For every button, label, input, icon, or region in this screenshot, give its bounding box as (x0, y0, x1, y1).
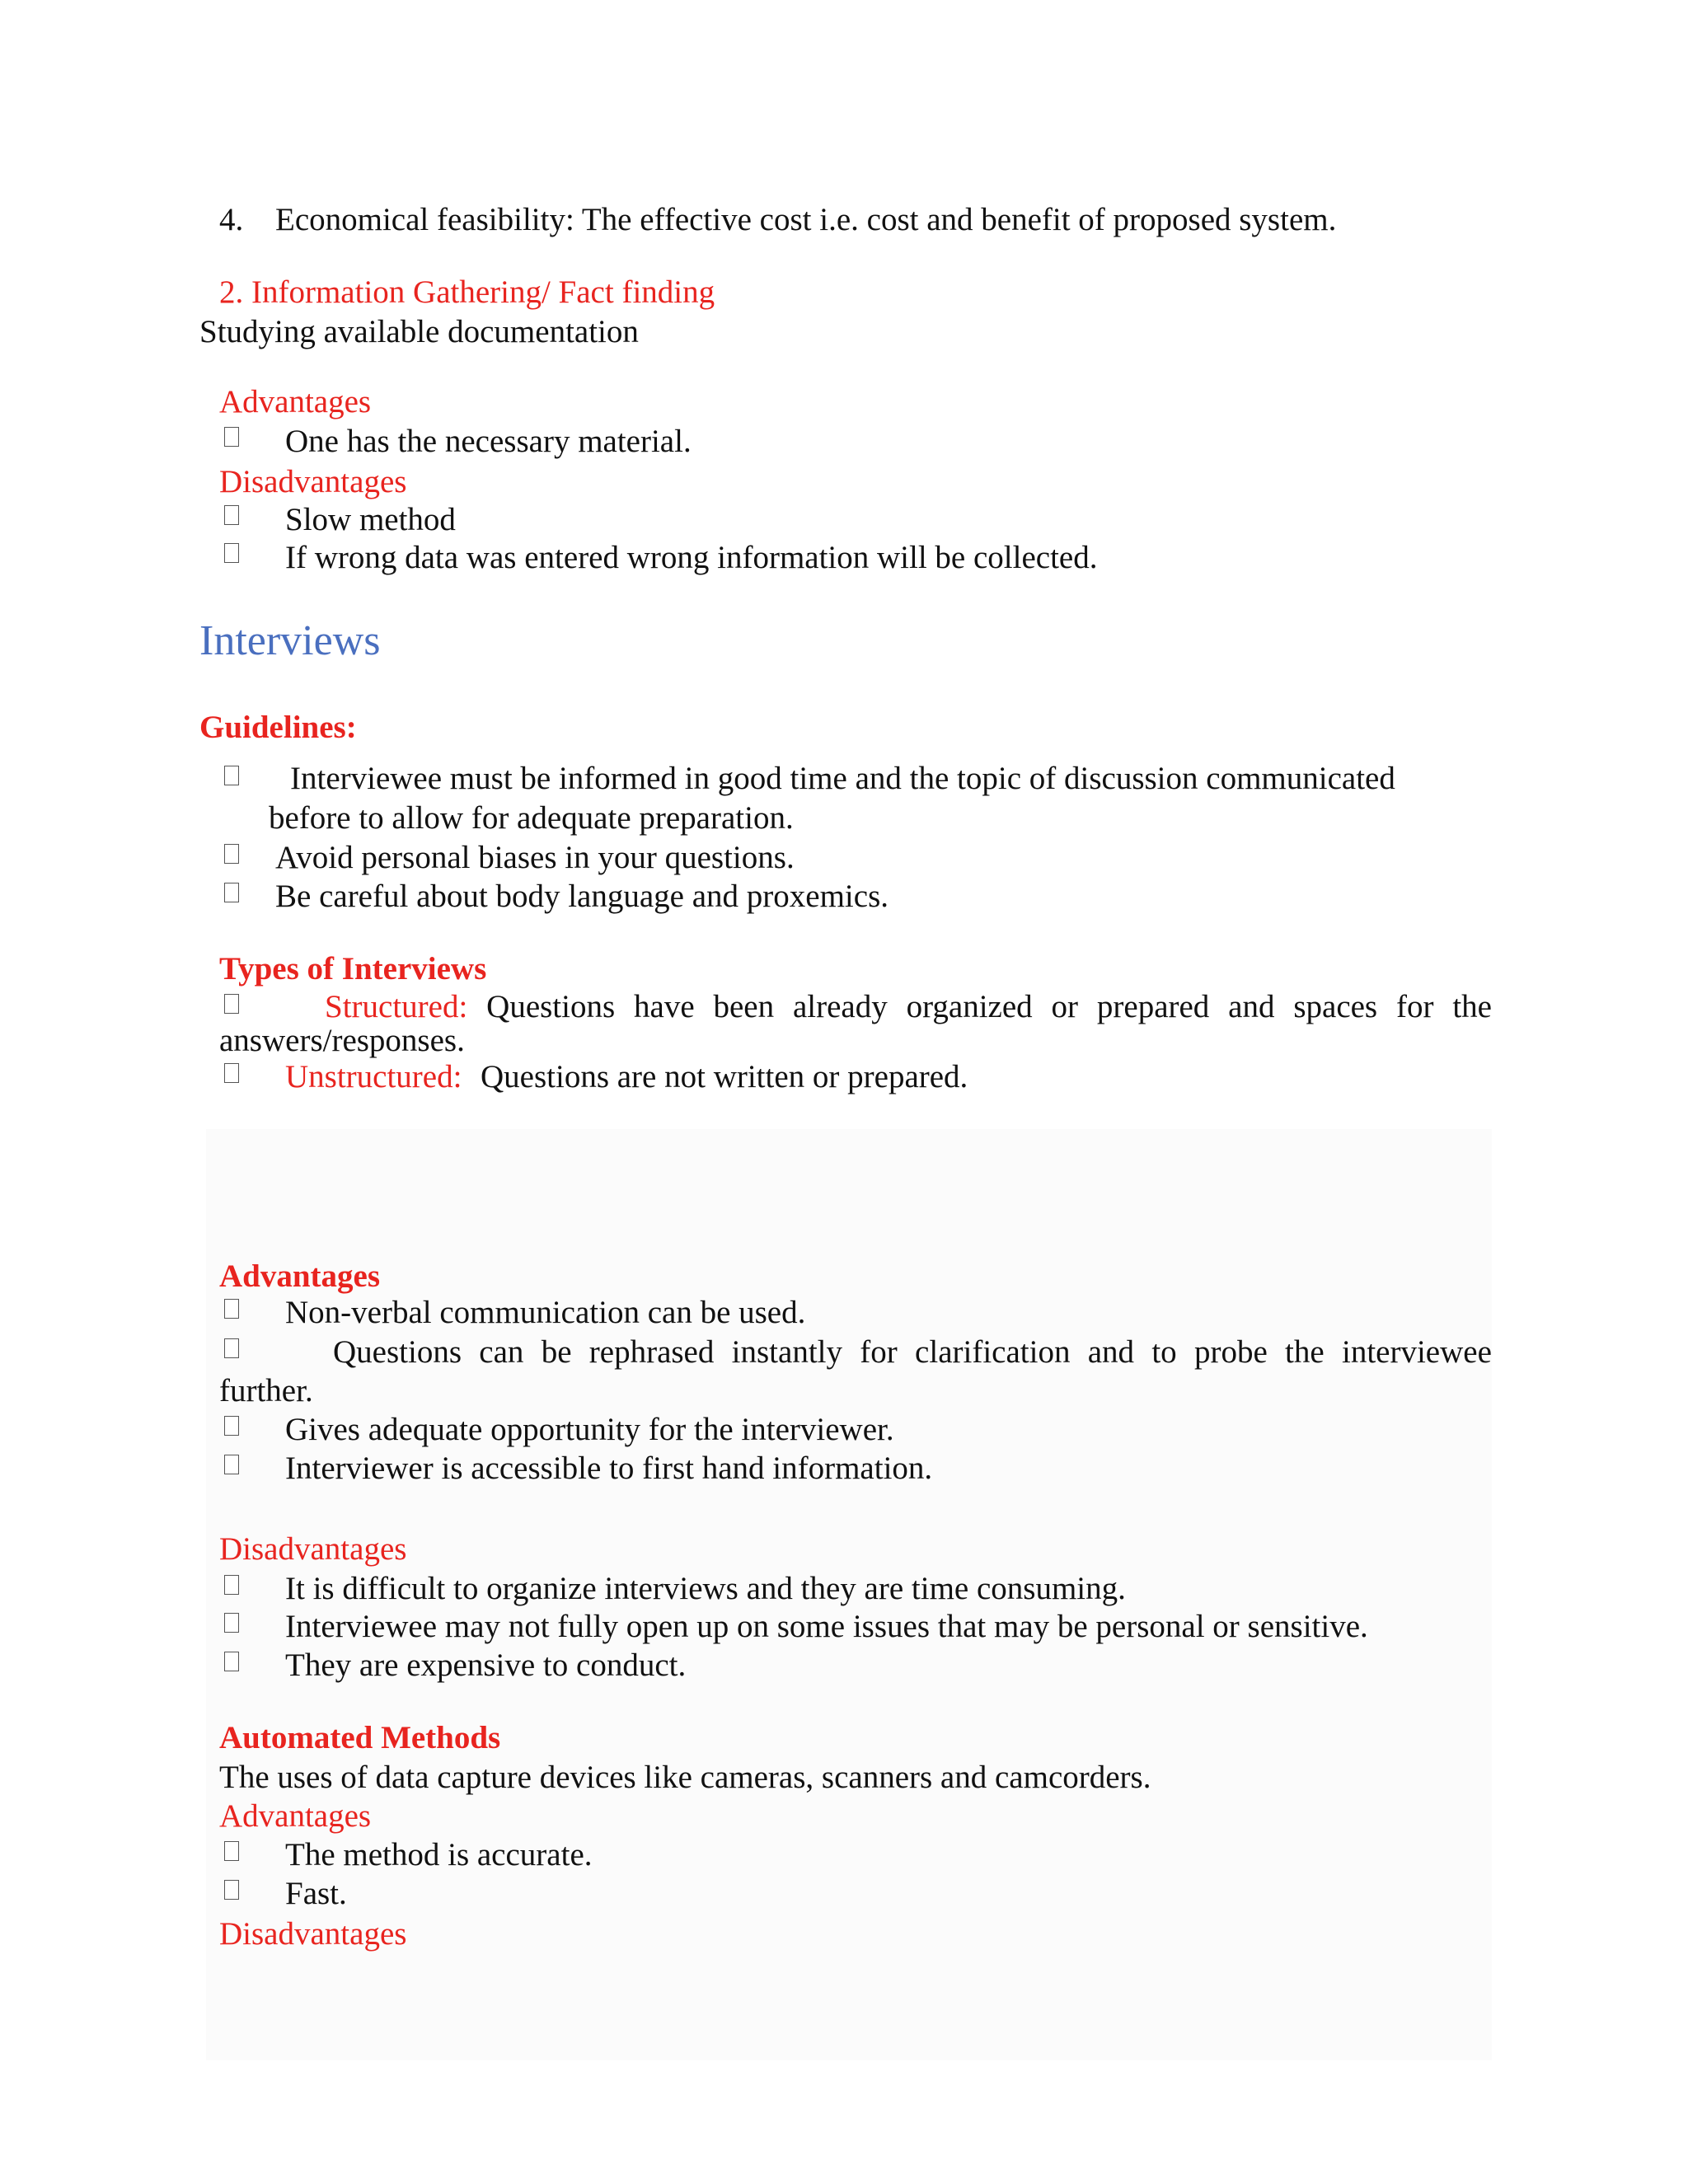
bullet-box-icon (224, 1613, 239, 1633)
automated-advantage-item: Fast. (285, 1876, 347, 1911)
feasibility-text: Economical feasibility: The effective cost i.e. cost and benefit of proposed system. (275, 202, 1337, 237)
automated-advantage-item: The method is accurate. (285, 1837, 593, 1872)
bullet-box-icon (224, 1063, 239, 1083)
structured-word: or (1051, 989, 1079, 1024)
structured-label: Structured: (325, 989, 468, 1024)
guideline-item: Interviewee must be informed in good time and the topic of discussion communicated (290, 761, 1395, 796)
bullet-box-icon (224, 883, 239, 902)
interview-advantage-item: Interviewer is accessible to first hand information. (285, 1451, 933, 1486)
structured-word: organized (906, 989, 1033, 1024)
interview-disadvantage-item: They are expensive to conduct. (285, 1647, 687, 1683)
types-heading: Types of Interviews (219, 951, 487, 987)
bullet-box-icon (224, 1880, 239, 1900)
bullet-box-icon (224, 766, 239, 785)
interview-disadvantage-item: It is difficult to organize interviews and they are time consuming. (285, 1571, 1126, 1606)
bullet-box-icon (224, 1455, 239, 1474)
interview-advantages-heading: Advantages (219, 1258, 381, 1294)
guideline-item-continuation: before to allow for adequate preparation. (269, 800, 794, 836)
structured-word: prepared (1096, 989, 1210, 1024)
automated-disadvantages-heading: Disadvantages (219, 1916, 407, 1952)
structured-word: for (1395, 989, 1434, 1024)
interviews-title: Interviews (199, 617, 381, 664)
guidelines-heading: Guidelines: (199, 710, 357, 745)
structured-word: have (634, 989, 695, 1024)
info-advantages-heading: Advantages (219, 384, 372, 419)
structured-word: spaces (1293, 989, 1378, 1024)
structured-word: Questions (486, 989, 616, 1024)
advantage-word: can (479, 1334, 524, 1370)
advantage-word: the (1285, 1334, 1325, 1370)
info-gathering-heading: 2. Information Gathering/ Fact finding (219, 274, 715, 310)
bullet-box-icon (224, 1652, 239, 1671)
bullet-box-icon (224, 505, 239, 525)
info-disadvantages-heading: Disadvantages (219, 464, 407, 499)
interview-advantage-line (333, 1336, 1492, 1368)
automated-heading: Automated Methods (219, 1720, 501, 1755)
guideline-item: Be careful about body language and proxemics. (275, 879, 889, 914)
interview-disadvantages-heading: Disadvantages (219, 1531, 407, 1567)
structured-word: and (1228, 989, 1275, 1024)
guideline-item: Avoid personal biases in your questions. (275, 840, 795, 875)
bullet-box-icon (224, 1575, 239, 1595)
advantage-word: to (1151, 1334, 1177, 1370)
info-disadvantage-item: Slow method (285, 502, 456, 537)
bullet-box-icon (224, 1299, 239, 1319)
advantage-word: rephrased (588, 1334, 715, 1370)
feasibility-number: 4. (219, 202, 244, 237)
bullet-box-icon (224, 427, 239, 447)
info-disadvantage-item: If wrong data was entered wrong information will be collected. (285, 540, 1098, 575)
interview-advantage-item: Gives adequate opportunity for the interviewer. (285, 1412, 894, 1447)
structured-continuation: answers/responses. (219, 1023, 465, 1058)
info-gathering-subheading: Studying available documentation (199, 314, 639, 349)
structured-word: been (713, 989, 775, 1024)
unstructured-label: Unstructured: (285, 1059, 462, 1094)
advantage-word: Questions (333, 1334, 462, 1370)
structured-word: the (1452, 989, 1492, 1024)
interview-advantage-continuation: further. (219, 1373, 313, 1408)
advantage-word: instantly (731, 1334, 842, 1370)
automated-description: The uses of data capture devices like cameras, scanners and camcorders. (219, 1760, 1151, 1795)
advantage-word: clarification (915, 1334, 1071, 1370)
interview-advantage-item: Non-verbal communication can be used. (285, 1295, 806, 1330)
advantage-word: and (1087, 1334, 1135, 1370)
bullet-box-icon (224, 1416, 239, 1436)
bullet-box-icon (224, 543, 239, 563)
bullet-box-icon (224, 1338, 239, 1358)
bullet-box-icon (224, 844, 239, 864)
advantage-word: for (860, 1334, 898, 1370)
automated-advantages-heading: Advantages (219, 1798, 372, 1834)
bullet-box-icon (224, 1841, 239, 1861)
interview-disadvantage-item: Interviewee may not fully open up on some issues that may be personal or sensitive. (285, 1609, 1368, 1644)
advantage-word: probe (1193, 1334, 1268, 1370)
structured-word: already (792, 989, 888, 1024)
unstructured-text: Questions are not written or prepared. (481, 1059, 968, 1094)
bullet-box-icon (224, 994, 239, 1014)
advantage-word: interviewee (1341, 1334, 1492, 1370)
advantage-word: be (541, 1334, 572, 1370)
info-advantage-item: One has the necessary material. (285, 424, 692, 459)
structured-line (325, 991, 1492, 1023)
